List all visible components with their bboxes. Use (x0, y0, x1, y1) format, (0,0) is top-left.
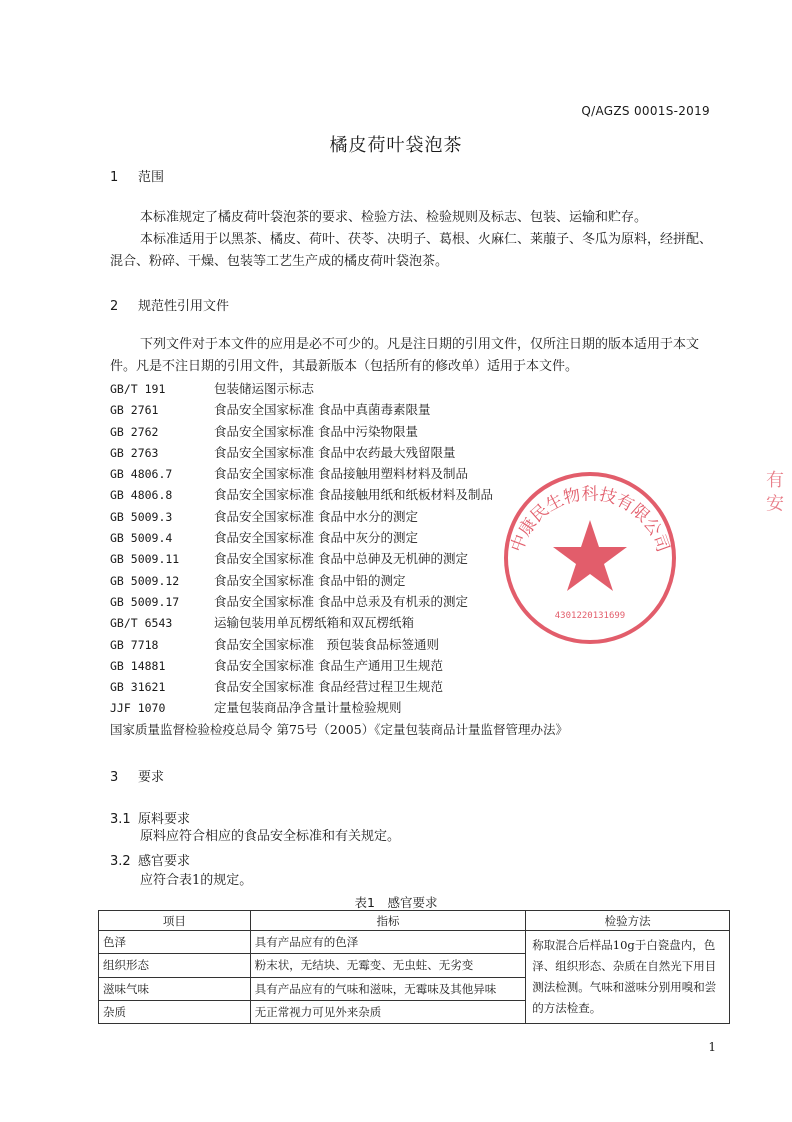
reference-code: GB 7718 (110, 637, 159, 652)
reference-code: GB 4806.8 (110, 488, 173, 503)
section-3-number: 3 (110, 770, 119, 785)
seal-company-name-path: 中康民生物科技有限公司 (507, 484, 673, 555)
reference-code: GB/T 6543 (110, 616, 173, 631)
reference-code: GB 5009.17 (110, 594, 180, 609)
reference-title: 食品安全国家标准 食品中灰分的测定 (214, 530, 418, 546)
section-3-2-heading (110, 850, 190, 869)
section-1-heading (110, 166, 164, 185)
reference-code: GB/T 191 (110, 382, 166, 396)
reference-code: GB 4806.7 (110, 467, 173, 482)
reference-item (110, 697, 568, 718)
edge-stamp-text: 有 安 (763, 470, 784, 512)
section-1-paragraph-2: 本标准适用于以黑茶、橘皮、荷叶、茯苓、决明子、葛根、火麻仁、莱菔子、冬瓜为原料，经拼配、混合、粉碎、干燥、包装等工艺生产成的橘皮荷叶袋泡茶。 (110, 232, 713, 269)
section-3-2-title: 感官要求 (138, 854, 191, 869)
section-2-title: 规范性引用文件 (138, 299, 230, 314)
reference-title: 食品安全国家标准 食品经营过程卫生规范 (214, 679, 443, 695)
table-1-caption: 表1 感官要求 (354, 895, 438, 910)
reference-code: GB 2761 (110, 403, 159, 418)
row-indicator: 具有产品应有的色泽 (250, 931, 526, 954)
row-item: 组织形态 (99, 954, 251, 977)
reference-code: JJF 1070 (110, 701, 166, 716)
seal-number: 4301220131699 (554, 611, 626, 621)
row-item: 滋味气味 (99, 977, 251, 1000)
reference-title: 运输包装用单瓦楞纸箱和双瓦楞纸箱 (214, 615, 415, 631)
reference-code: GB 2762 (110, 424, 159, 439)
document-title: 橘皮荷叶袋泡茶 (329, 135, 463, 156)
row-item: 杂质 (99, 1000, 251, 1023)
reference-item (110, 655, 568, 676)
header-method: 检验方法 (526, 911, 730, 931)
reference-code: GB 14881 (110, 658, 166, 673)
reference-title: 食品安全国家标准 食品中总砷及无机砷的测定 (214, 551, 468, 567)
page-number: 1 (708, 1040, 716, 1054)
section-1-paragraph-1: 本标准规定了橘皮荷叶袋泡茶的要求、检验方法、检验规则及标志、包装、运输和贮存。 (140, 210, 648, 225)
section-1-number: 1 (110, 170, 119, 185)
section-3-1-text: 原料应符合相应的食品安全标准和有关规定。 (140, 829, 401, 844)
company-seal-stamp (500, 468, 680, 648)
section-3-1-number: 3.1 (110, 812, 131, 827)
reference-title: 食品安全国家标准 食品中农药最大残留限量 (214, 444, 456, 460)
row-indicator: 无正常视力可见外来杂质 (250, 1000, 526, 1023)
reference-title: 包装储运图示标志 (214, 381, 315, 396)
reference-code: GB 2763 (110, 445, 159, 460)
section-3-1-title: 原料要求 (138, 812, 191, 827)
sensory-requirements-table (98, 910, 730, 1024)
reference-item (110, 378, 568, 399)
reference-title: 食品安全国家标准 食品中水分的测定 (214, 508, 418, 524)
reference-code: GB 5009.3 (110, 509, 173, 524)
seal-star (553, 520, 627, 591)
table-row (99, 931, 730, 954)
reference-title: 食品安全国家标准 食品生产通用卫生规范 (214, 657, 443, 673)
reference-title: 食品安全国家标准 食品中总汞及有机汞的测定 (214, 593, 468, 609)
reference-title: 食品安全国家标准 预包装食品标签通则 (214, 636, 440, 652)
reference-code: GB 5009.4 (110, 531, 173, 546)
reference-decree: 国家质量监督检验检疫总局令 第75号（2005）《定量包装商品计量监督管理办法》 (110, 721, 568, 737)
reference-code: GB 31621 (110, 680, 166, 695)
table-header-row (99, 911, 730, 931)
section-3-1-heading (110, 808, 190, 827)
section-2-number: 2 (110, 299, 119, 314)
header-indicator: 指标 (250, 911, 526, 931)
edge-stamp-fragment (760, 470, 792, 560)
reference-title: 食品安全国家标准 食品中铅的测定 (214, 572, 406, 588)
section-3-2-text: 应符合表1的规定。 (140, 873, 253, 888)
reference-code: GB 5009.11 (110, 552, 180, 567)
section-2-intro: 下列文件对于本文件的应用是必不可少的。凡是注日期的引用文件，仅所注日期的版本适用于本文件。凡是不注日期的引用文件，其最新版本（包括所有的修改单）适用于本文件。 (110, 337, 700, 374)
section-3-2-number: 3.2 (110, 854, 131, 869)
section-2-heading (110, 295, 229, 314)
row-item: 色泽 (99, 931, 251, 954)
header-item: 项目 (99, 911, 251, 931)
reference-title: 食品安全国家标准 食品接触用纸和纸板材料及制品 (214, 487, 493, 503)
reference-item (110, 676, 568, 697)
reference-item (110, 399, 568, 420)
row-method: 称取混合后样品10g于白瓷盘内，色泽、组织形态、杂质在自然光下用目测法检测。气味和滋味分别用嗅和尝的方法检查。 (526, 931, 730, 1024)
reference-title: 食品安全国家标准 食品中污染物限量 (214, 423, 418, 439)
row-indicator: 具有产品应有的气味和滋味，无霉味及其他异味 (250, 977, 526, 1000)
section-3-heading (110, 766, 164, 785)
section-1-title: 范围 (138, 170, 165, 185)
reference-item (110, 442, 568, 463)
reference-item (110, 421, 568, 442)
section-3-title: 要求 (138, 770, 165, 785)
reference-title: 食品安全国家标准 食品中真菌毒素限量 (214, 402, 431, 418)
reference-code: GB 5009.12 (110, 573, 180, 588)
row-indicator: 粉末状，无结块、无霉变、无虫蛀、无劣变 (250, 954, 526, 977)
reference-title: 定量包装商品净含量计量检验规则 (214, 700, 402, 716)
standard-number: Q/AGZS 0001S-2019 (581, 104, 710, 118)
reference-title: 食品安全国家标准 食品接触用塑料材料及制品 (214, 466, 468, 482)
